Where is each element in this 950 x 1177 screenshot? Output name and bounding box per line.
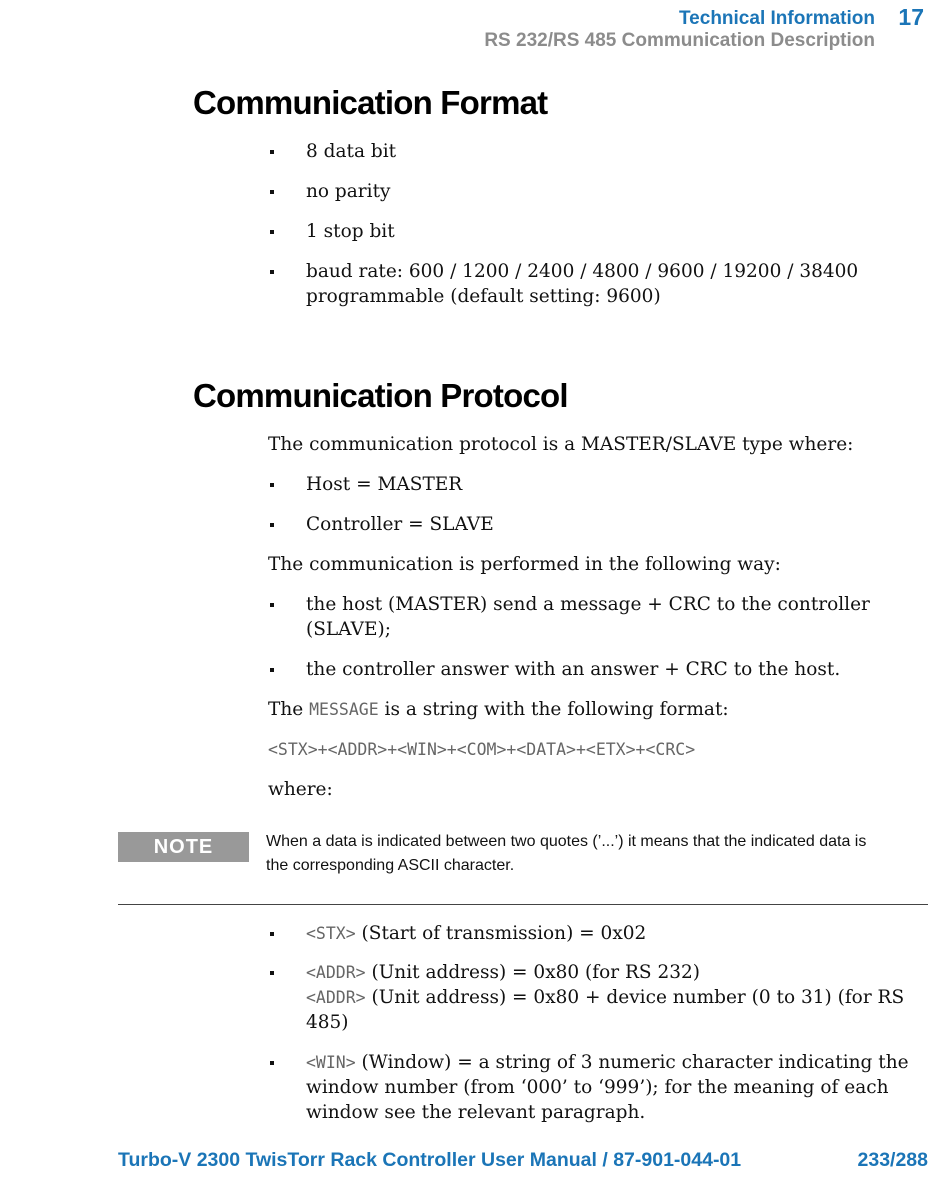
protocol-heading: Communication Protocol	[193, 377, 568, 414]
note-text: When a data is indicated between two quotes (’...’) it means that the indicated data is the corresponding ASCII character.	[266, 833, 867, 874]
field-item-win-cont: window number (from ‘000’ to ‘999’); for the meaning of each	[306, 1077, 889, 1098]
note-label: NOTE	[118, 832, 249, 862]
step-item-cont: (SLAVE);	[306, 619, 391, 640]
field-item-addr-cont: <ADDR> (Unit address) = 0x80 + device number (0 to 31) (for RS	[306, 987, 905, 1008]
field-item-addr-cont2: 485)	[306, 1012, 349, 1033]
footer-manual-title: Turbo-V 2300 TwisTorr Rack Controller User Manual / 87-901-044-01	[118, 1149, 742, 1171]
note-divider	[118, 904, 928, 905]
message-keyword: MESSAGE	[309, 700, 379, 719]
format-heading: Communication Format	[193, 84, 548, 121]
header-subsection: RS 232/RS 485 Communication Description	[484, 30, 875, 51]
protocol-intro: The communication protocol is a MASTER/SLAVE type where:	[268, 434, 854, 455]
chapter-number: 17	[898, 4, 924, 30]
footer-page-number: 233/288	[857, 1149, 928, 1171]
running-header	[484, 8, 875, 52]
format-item-cont: programmable (default setting: 9600)	[306, 286, 661, 307]
way-intro: The communication is performed in the following way:	[268, 554, 781, 575]
message-line: The MESSAGE is a string with the following format:	[268, 699, 729, 720]
message-format: <STX>+<ADDR>+<WIN>+<COM>+<DATA>+<ETX>+<CRC>	[268, 740, 696, 759]
field-item-win-cont2: window see the relevant paragraph.	[306, 1102, 646, 1123]
where-label: where:	[268, 779, 333, 800]
header-section: Technical Information	[678, 8, 875, 29]
